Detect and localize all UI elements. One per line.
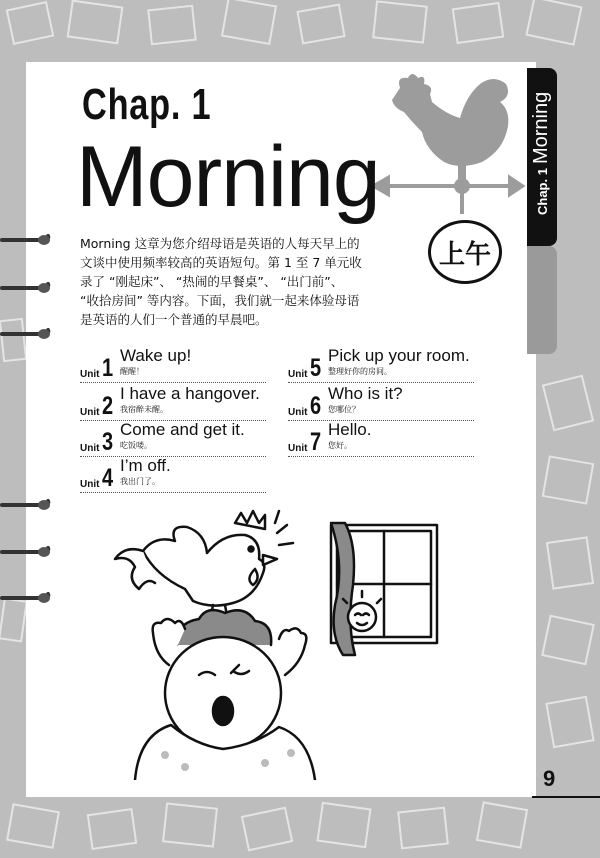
- unit-number: 2: [102, 392, 114, 420]
- weathervane-rooster-icon: [360, 66, 530, 216]
- unit-chinese-translation: 我出门了。: [120, 477, 160, 486]
- side-tab-chapter: Chap. 1: [535, 168, 550, 215]
- unit-6-entry[interactable]: [288, 384, 474, 421]
- unit-3-entry[interactable]: [80, 420, 266, 457]
- intro-line: “收拾房间” 等内容。下面，我们就一起来体验母语: [80, 293, 360, 308]
- noon-badge: 上午: [428, 220, 502, 284]
- intro-line: 是英语的人们一个普通的早晨吧。: [80, 312, 268, 327]
- chapter-label: Chap. 1: [82, 80, 212, 129]
- unit-1-entry[interactable]: [80, 346, 266, 383]
- unit-chinese-translation: 整理好你的房间。: [328, 367, 392, 376]
- unit-chinese-translation: 您好。: [328, 441, 352, 450]
- unit-english-phrase: Who is it?: [328, 384, 403, 403]
- unit-number: 3: [102, 428, 114, 456]
- rooster-waking-boy-illustration: [95, 505, 470, 780]
- intro-line: 录了 “刚起床”、 “热闹的早餐桌”、 “出门前”、: [80, 274, 344, 289]
- binder-ring-icon: [0, 233, 52, 247]
- unit-english-phrase: Hello.: [328, 420, 372, 439]
- boy-icon: [135, 610, 315, 780]
- unit-label: Unit: [80, 407, 100, 418]
- binder-ring-icon: [0, 281, 52, 295]
- unit-5-entry[interactable]: [288, 346, 474, 383]
- unit-2-entry[interactable]: [80, 384, 266, 421]
- binder-ring-icon: [0, 498, 52, 512]
- side-tab-title: Morning: [530, 91, 552, 165]
- unit-number: 7: [310, 428, 322, 456]
- unit-4-entry[interactable]: [80, 456, 266, 493]
- unit-english-phrase: I’m off.: [120, 456, 171, 475]
- unit-chinese-translation: 吃饭喽。: [120, 441, 152, 450]
- binder-ring-icon: [0, 591, 52, 605]
- unit-english-phrase: I have a hangover.: [120, 384, 260, 403]
- unit-label: Unit: [80, 369, 100, 380]
- page-title: Morning: [76, 129, 380, 225]
- unit-english-phrase: Pick up your room.: [328, 346, 470, 365]
- page-number: 9: [543, 766, 556, 791]
- unit-7-entry[interactable]: [288, 420, 474, 457]
- unit-label: Unit: [80, 479, 100, 490]
- window-icon: [331, 523, 437, 655]
- unit-number: 6: [310, 392, 322, 420]
- intro-line: Morning 这章为您介绍母语是英语的人每天早上的: [80, 236, 360, 251]
- unit-label: Unit: [80, 443, 100, 454]
- side-tab-label: [530, 92, 553, 215]
- binder-ring-icon: [0, 545, 52, 559]
- rooster-icon: [115, 511, 293, 627]
- unit-english-phrase: Come and get it.: [120, 420, 245, 439]
- intro-line: 文谈中使用频率较高的英语短句。第 1 至 7 单元收: [80, 255, 362, 270]
- intro-paragraph: [80, 234, 420, 329]
- unit-chinese-translation: 我宿醉未醒。: [120, 405, 168, 414]
- binder-ring-icon: [0, 327, 52, 341]
- unit-label: Unit: [288, 443, 308, 454]
- unit-number: 4: [102, 464, 114, 492]
- unit-number: 5: [310, 354, 322, 382]
- unit-chinese-translation: 您哪位？: [328, 405, 360, 414]
- side-tab-gray-section: [527, 246, 557, 354]
- unit-label: Unit: [288, 369, 308, 380]
- unit-chinese-translation: 醒醒！: [120, 367, 144, 376]
- unit-number: 1: [102, 354, 114, 382]
- page-number-underline: [532, 796, 600, 798]
- unit-label: Unit: [288, 407, 308, 418]
- unit-english-phrase: Wake up!: [120, 346, 192, 365]
